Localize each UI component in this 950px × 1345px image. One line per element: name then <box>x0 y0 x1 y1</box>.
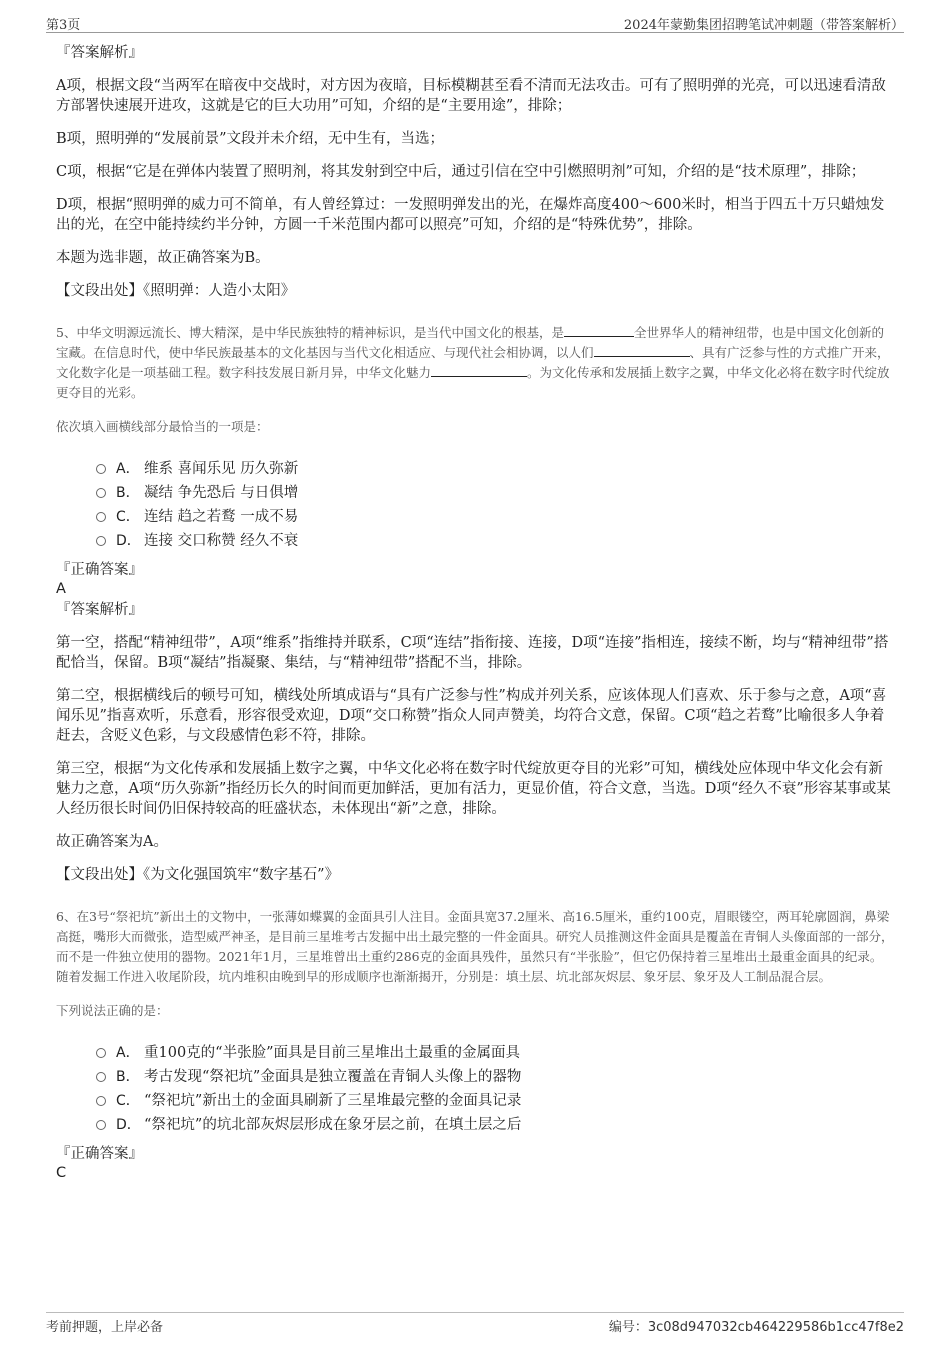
page-content <box>56 44 894 1185</box>
radio-icon[interactable] <box>96 464 106 474</box>
page-header <box>46 12 904 33</box>
radio-icon[interactable] <box>96 512 106 522</box>
q5-analysis-paragraph: 第一空，搭配“精神纽带”，A项“维系”指维持并联系，C项“连结”指衔接、连接，D项“连接”指相连，接续不断，均与“精神纽带”搭配恰当，保留。B项“凝结”指凝聚、集结，与“精神纽带”搭配不当，排除。 <box>56 635 889 671</box>
q5-analysis-paragraph: 第二空，根据横线后的顿号可知，横线处所填成语与“具有广泛参与性”构成并列关系，应该体现人们喜欢、乐于参与之意，A项“喜闻乐见”指喜欢听，乐意看，形容很受欢迎，D项“交口称赞”指众人同声赞美，均符合文意，保留。C项“趋之若鹜”比喻很多人争着赶去，含贬义色彩，与文段感情色彩不符，排除。 <box>56 688 887 744</box>
q5-analysis-paragraph: 第三空，根据“为文化传承和发展插上数字之翼，中华文化必将在数字时代绽放更夺目的光彩”可知，横线处应体现中华文化会有新魅力之意，A项“历久弥新”指经历长久的时间而更加鲜活，更加有活力，更显价值，符合文意，当选。D项“经久不衰”形容某事或某人经历很长时间仍旧保持较高的旺盛状态，未体现出“新”之意，排除。 <box>56 761 891 817</box>
q6-option-b[interactable]: B． 考古发现“祭祀坑”金面具是独立覆盖在青铜人头像上的器物 <box>96 1065 894 1089</box>
q6-answer: C <box>56 1165 67 1181</box>
q6-answer-heading: 『正确答案』 <box>56 1146 143 1162</box>
q6-options <box>96 1041 894 1137</box>
q5-answer-heading: 『正确答案』 <box>56 562 143 578</box>
q6-option-c[interactable]: C． “祭祀坑”新出土的金面具刷新了三星堆最完整的金面具记录 <box>96 1089 894 1113</box>
footer-serial <box>609 1316 904 1335</box>
q5-source: 【文段出处】《为文化强国筑牢“数字基石”》 <box>56 867 340 883</box>
radio-icon[interactable] <box>96 488 106 498</box>
serial-label: 编号： <box>608 1320 648 1335</box>
q5-prompt: 依次填入画横线部分最恰当的一项是： <box>56 419 269 434</box>
q5-answer: A <box>56 581 66 597</box>
q5-option-b[interactable]: B． 凝结 争先恐后 与日俱增 <box>96 481 894 505</box>
q4-analysis-paragraph: B项，照明弹的“发展前景”文段并未介绍，无中生有，当选； <box>56 131 444 147</box>
q5-stem-part: 。为文化传承和发展插上数字之翼，中华文化必将在数字时代绽放更夺目的光彩。 <box>56 365 890 400</box>
q5-conclusion: 故正确答案为A。 <box>56 834 168 850</box>
q5-stem-part: 5、中华文明源远流长、博大精深，是中华民族独特的精神标识，是当代中国文化的根基，是 <box>56 325 564 340</box>
q4-source: 【文段出处】《照明弹：人造小太阳》 <box>56 283 296 299</box>
page-footer <box>46 1312 904 1335</box>
radio-icon[interactable] <box>96 1120 106 1130</box>
q6-stem: 6、在3号“祭祀坑”新出土的文物中，一张薄如蝶翼的金面具引人注目。金面具宽37.2厘米、高16.5厘米，重约100克，眉眼镂空，两耳轮廓圆润，鼻梁高挺，嘴形大而微张，造型威严神圣，是目前三星堆考古发掘中出土最完整的一件金面具。研究人员推测这件金面具是覆盖在青铜人头像面部的一部分，而不是一件独立使用的器物。2021年1月，三星堆曾出土重约286克的金面具残件，虽然只有“半张脸”，但它仍保持着三星堆出土最重金面具的纪录。随着发掘工作进入收尾阶段，坑内堆积由晚到早的形成顺序也渐渐揭开，分别是：填土层、坑北部灰烬层、象牙层、象牙及人工制品混合层。 <box>56 909 894 984</box>
page-number: 第3页 <box>46 18 81 33</box>
q5-stem-part: 、具有广泛参与性的方式推广开来，文化数字化是一项基础工程。数字科技发展日新月异，中华文化魅力 <box>56 345 890 380</box>
q6-option-a[interactable]: A． 重100克的“半张脸”面具是目前三星堆出土最重的金属面具 <box>96 1041 894 1065</box>
radio-icon[interactable] <box>96 1096 106 1106</box>
radio-icon[interactable] <box>96 536 106 546</box>
q6-option-d[interactable]: D． “祭祀坑”的坑北部灰烬层形成在象牙层之前，在填土层之后 <box>96 1113 894 1137</box>
q5-stem <box>56 323 894 403</box>
radio-icon[interactable] <box>96 1048 106 1058</box>
q5-analysis-heading: 『答案解析』 <box>56 602 143 618</box>
radio-icon[interactable] <box>96 1072 106 1082</box>
document-title: 2024年蒙勤集团招聘笔试冲刺题（带答案解析） <box>623 18 904 33</box>
q5-option-d[interactable]: D． 连接 交口称赞 经久不衰 <box>96 529 894 553</box>
q5-blank-1 <box>564 324 634 337</box>
q4-analysis-paragraph: C项，根据“它是在弹体内装置了照明剂，将其发射到空中后，通过引信在空中引燃照明剂”可知，介绍的是“技术原理”，排除； <box>56 164 866 180</box>
footer-slogan: 考前押题，上岸必备 <box>46 1320 164 1335</box>
q4-analysis-heading: 『答案解析』 <box>56 45 143 61</box>
q4-conclusion: 本题为选非题，故正确答案为B。 <box>56 250 270 266</box>
q5-stem-part: 全世界华人的精神纽带，也是中国文化创新的宝藏。在信息时代，使中华民族最基本的文化基因与当代文化相适应、与现代社会相协调，以人们 <box>56 325 884 360</box>
q5-blank-3 <box>431 364 527 377</box>
serial-number: 3c08d947032cb464229586b1cc47f8e2 <box>647 1320 904 1335</box>
q4-analysis-paragraph: D项，根据“照明弹的威力可不简单，有人曾经算过：一发照明弹发出的光，在爆炸高度400～600米时，相当于四五十万只蜡烛发出的光，在空中能持续约半分钟，方圆一千米范围内都可以照亮”可知，介绍的是“特殊优势”，排除。 <box>56 197 885 233</box>
q5-options <box>96 457 894 553</box>
q4-analysis-paragraph: A项，根据文段“当两军在暗夜中交战时，对方因为夜暗，目标模糊甚至看不清而无法攻击。可有了照明弹的光亮，可以迅速看清敌方部署快速展开进攻，这就是它的巨大功用”可知，介绍的是“主要用途”，排除； <box>56 78 886 114</box>
q5-option-a[interactable]: A． 维系 喜闻乐见 历久弥新 <box>96 457 894 481</box>
q5-option-c[interactable]: C． 连结 趋之若鹜 一成不易 <box>96 505 894 529</box>
q6-prompt: 下列说法正确的是： <box>56 1003 169 1018</box>
q5-blank-2 <box>594 344 690 357</box>
